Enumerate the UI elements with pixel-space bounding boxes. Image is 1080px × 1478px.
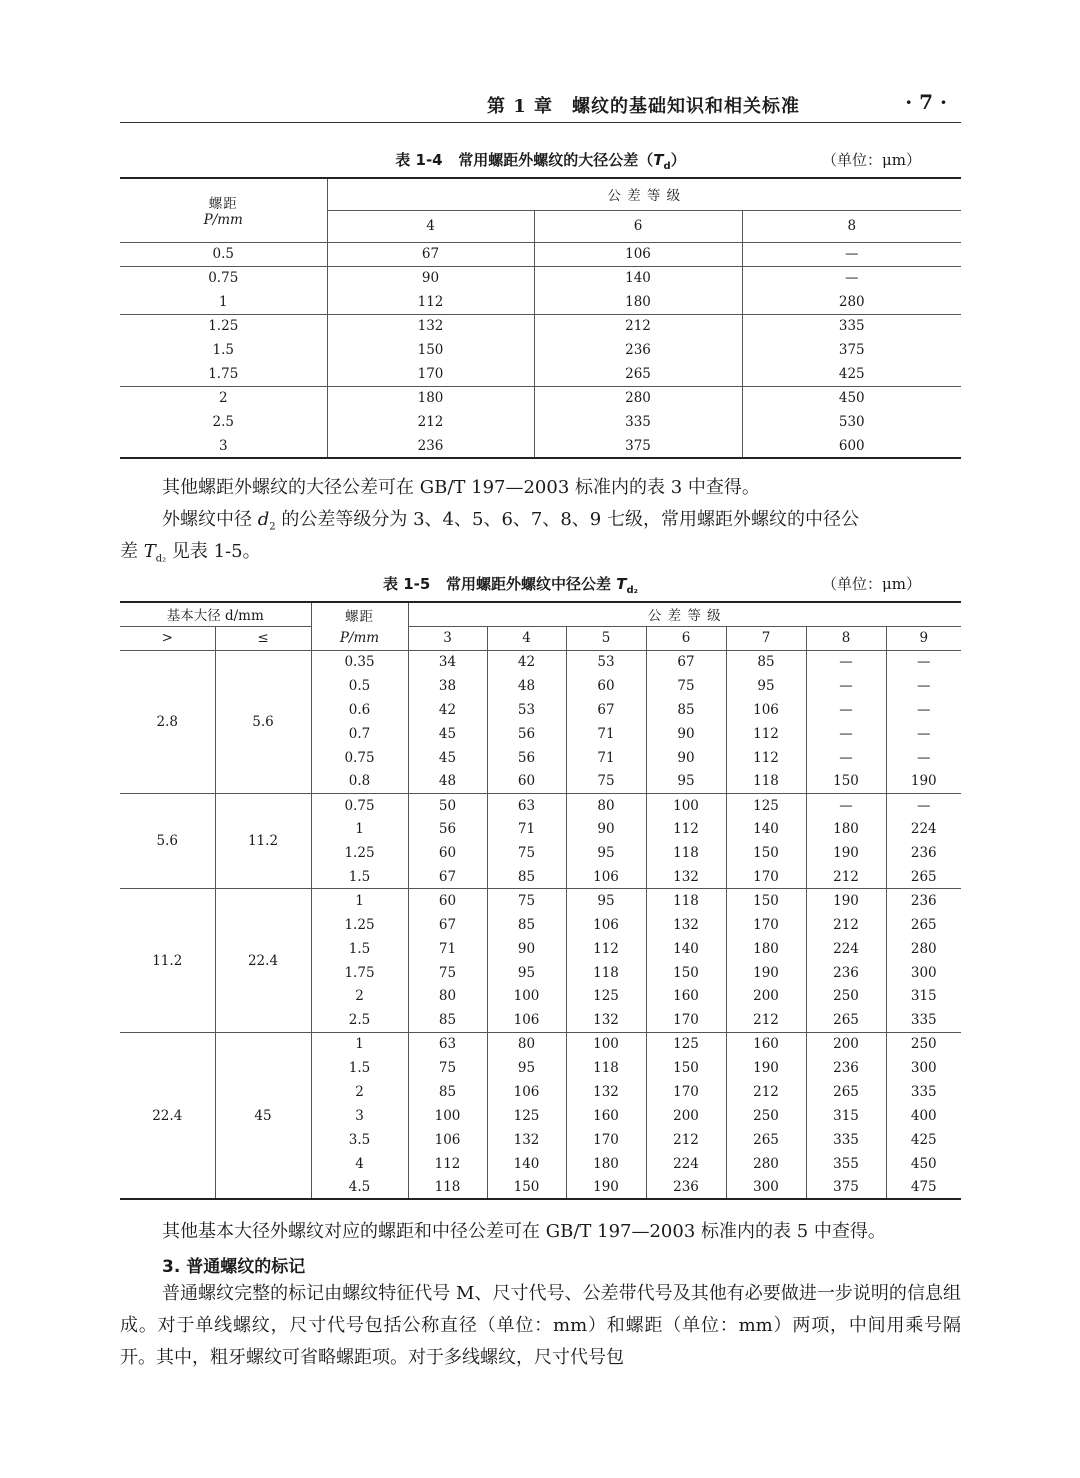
table-row	[120, 386, 961, 410]
table-cell: 265	[886, 913, 961, 937]
table-cell: 425	[886, 1128, 961, 1152]
table-cell: —	[806, 793, 886, 817]
table-cell: 212	[806, 913, 886, 937]
table-cell: 106	[487, 1080, 566, 1104]
table-cell: 42	[487, 650, 566, 674]
table-cell: 140	[646, 937, 726, 961]
table-cell: 315	[806, 1104, 886, 1128]
table-cell: —	[806, 674, 886, 698]
table-cell: 45	[408, 746, 487, 770]
table-cell: 236	[886, 841, 961, 865]
diameter-gt: 2.8	[120, 650, 215, 793]
table-cell: 160	[646, 984, 726, 1008]
table-cell: 60	[487, 769, 566, 793]
table-cell: 265	[806, 1080, 886, 1104]
table-cell: 3	[311, 1104, 408, 1128]
table-cell: 600	[742, 434, 961, 458]
table-cell: 335	[886, 1008, 961, 1032]
table-cell: 0.5	[311, 674, 408, 698]
table-cell: 355	[806, 1152, 886, 1176]
table-cell: 56	[487, 746, 566, 770]
table-cell: 90	[646, 722, 726, 746]
table-cell: 315	[886, 984, 961, 1008]
table-cell: 335	[806, 1128, 886, 1152]
page-number: · 7 ·	[905, 90, 947, 114]
t2-head-pitch-sym: P/mm	[311, 626, 408, 650]
table-cell: 85	[726, 650, 806, 674]
table-cell: 85	[408, 1080, 487, 1104]
table-cell: 56	[408, 817, 487, 841]
table-row	[120, 266, 961, 290]
table-cell: 0.8	[311, 769, 408, 793]
table-cell: 1.5	[311, 865, 408, 889]
table-cell: 48	[487, 674, 566, 698]
table-cell: 170	[646, 1008, 726, 1032]
table-cell: 236	[534, 338, 742, 362]
table-cell: 67	[566, 698, 646, 722]
table-cell: 112	[726, 746, 806, 770]
table-cell: 236	[806, 1056, 886, 1080]
table-cell: 0.75	[120, 266, 327, 290]
table-cell: —	[806, 650, 886, 674]
table-cell: 170	[726, 913, 806, 937]
table-cell: 95	[726, 674, 806, 698]
table-cell: 100	[408, 1104, 487, 1128]
table-cell: 132	[327, 314, 534, 338]
table-cell: 200	[726, 984, 806, 1008]
table-row	[120, 338, 961, 362]
table-cell: 265	[806, 1008, 886, 1032]
section-heading: 3. 普通螺纹的标记	[162, 1257, 306, 1277]
table-cell: 190	[886, 769, 961, 793]
t2-head-diameter: 基本大径 d/mm	[120, 602, 311, 626]
table-cell: 250	[806, 984, 886, 1008]
table-cell: 1.25	[311, 841, 408, 865]
table-cell: 95	[566, 889, 646, 913]
table-cell: 0.7	[311, 722, 408, 746]
table-cell: 170	[327, 362, 534, 386]
table-cell: 53	[487, 698, 566, 722]
table-cell: 0.75	[311, 793, 408, 817]
table-cell: 100	[646, 793, 726, 817]
table-cell: 63	[487, 793, 566, 817]
table-cell: 71	[487, 817, 566, 841]
table-cell: 45	[408, 722, 487, 746]
table-cell: 190	[806, 889, 886, 913]
table-cell: 200	[806, 1032, 886, 1056]
table1-caption-sub: d	[663, 161, 671, 172]
table-cell: 1	[311, 889, 408, 913]
t2-head-gt: >	[161, 630, 173, 646]
table-cell: 63	[408, 1032, 487, 1056]
table-cell: 118	[726, 769, 806, 793]
table-cell: 265	[726, 1128, 806, 1152]
table-cell: 38	[408, 674, 487, 698]
table-cell: 1	[311, 1032, 408, 1056]
table-row	[120, 410, 961, 434]
table-cell: 100	[487, 984, 566, 1008]
table-cell: 90	[327, 266, 534, 290]
table-cell: 375	[806, 1176, 886, 1200]
table-cell: 190	[806, 841, 886, 865]
table-cell: 60	[408, 889, 487, 913]
table-cell: 67	[408, 913, 487, 937]
table-cell: 50	[408, 793, 487, 817]
table-cell: 75	[646, 674, 726, 698]
table-cell: 112	[327, 290, 534, 314]
table1-caption-number: 表 1-4	[395, 151, 443, 169]
t1-head-pitch: 螺距 P/mm	[120, 178, 327, 242]
table1-caption-close: ）	[670, 151, 686, 169]
table-cell: 150	[327, 338, 534, 362]
diameter-le: 22.4	[215, 889, 311, 1032]
table2-unit: （单位：μm）	[822, 575, 921, 593]
table-cell: 95	[487, 1056, 566, 1080]
diameter-gt: 11.2	[120, 889, 215, 1032]
table-cell: 1.25	[311, 913, 408, 937]
table-cell: 400	[886, 1104, 961, 1128]
table-cell: 212	[327, 410, 534, 434]
table-cell: 90	[646, 746, 726, 770]
table-cell: 212	[726, 1008, 806, 1032]
table-cell: —	[886, 746, 961, 770]
table-cell: 212	[726, 1080, 806, 1104]
t2-head-pitch: 螺距	[311, 602, 408, 626]
table-cell: 236	[806, 961, 886, 985]
t2-head-le: ≤	[215, 626, 311, 650]
table-cell: 71	[408, 937, 487, 961]
paragraph-4: 普通螺纹完整的标记由螺纹特征代号 M、尺寸代号、公差带代号及其他有必要做进一步说明的信息组成。对于单线螺纹，尺寸代号包括公称直径（单位：mm）和螺距（单位：mm）两项，中间用乘号隔开。其中，粗牙螺纹可省略螺距项。对于多线螺纹，尺寸代号包	[120, 1283, 961, 1368]
table-cell: 212	[806, 865, 886, 889]
diameter-le: 5.6	[215, 650, 311, 793]
table-cell: 2.5	[212, 414, 234, 430]
table-cell: 280	[742, 290, 961, 314]
table-row	[120, 290, 961, 314]
table-row	[120, 889, 961, 913]
table-cell: 80	[566, 793, 646, 817]
t2-grade-5: 5	[566, 626, 646, 650]
table-cell: 280	[886, 937, 961, 961]
table-cell: 1.25	[120, 314, 327, 338]
table-cell: 150	[646, 961, 726, 985]
table-cell: 200	[646, 1104, 726, 1128]
table-cell: 67	[327, 242, 534, 266]
table-cell: 0.5	[120, 242, 327, 266]
table-cell: 1.5	[311, 937, 408, 961]
table-cell: 118	[408, 1176, 487, 1200]
table-cell: 236	[327, 434, 534, 458]
table-cell: —	[806, 698, 886, 722]
table-cell: 132	[566, 1008, 646, 1032]
table-cell: 106	[534, 242, 742, 266]
table-cell: 375	[534, 434, 742, 458]
table1-caption-symbol: T	[653, 151, 664, 169]
table-cell: 90	[487, 937, 566, 961]
table-cell: —	[742, 266, 961, 290]
table-cell: 42	[408, 698, 487, 722]
table-cell: 118	[646, 889, 726, 913]
table-cell: 450	[742, 386, 961, 410]
table-cell: 112	[726, 722, 806, 746]
table-cell: 140	[534, 266, 742, 290]
table-cell: 0.75	[311, 746, 408, 770]
table-cell: 100	[566, 1032, 646, 1056]
table-cell: 112	[646, 817, 726, 841]
table-cell: 300	[886, 1056, 961, 1080]
table-cell: 1.5	[212, 342, 234, 358]
table-cell: 224	[886, 817, 961, 841]
table-cell: 236	[646, 1176, 726, 1200]
table-cell: 180	[327, 386, 534, 410]
table-cell: 4.5	[311, 1176, 408, 1200]
table-cell: 106	[487, 1008, 566, 1032]
table-cell: —	[886, 722, 961, 746]
table-cell: 80	[487, 1032, 566, 1056]
table-cell: 0.6	[311, 698, 408, 722]
table-cell: 150	[806, 769, 886, 793]
table-row	[120, 362, 961, 386]
table-cell: 125	[646, 1032, 726, 1056]
table-cell: 335	[534, 410, 742, 434]
table-cell: 265	[534, 362, 742, 386]
table-cell: —	[742, 242, 961, 266]
table-cell: 1	[218, 293, 228, 310]
table-cell: 180	[566, 1152, 646, 1176]
table-cell: 150	[726, 841, 806, 865]
table-cell: 106	[566, 865, 646, 889]
table-row	[120, 793, 961, 817]
table-cell: 67	[408, 865, 487, 889]
table-cell: 95	[487, 961, 566, 985]
table-cell: 53	[566, 650, 646, 674]
table-cell: 212	[646, 1128, 726, 1152]
diameter-le: 45	[215, 1032, 311, 1199]
table-cell: 85	[487, 865, 566, 889]
table-cell: 125	[726, 793, 806, 817]
table-cell: 160	[726, 1032, 806, 1056]
table1-unit: （单位：μm）	[822, 151, 921, 169]
page-header	[120, 92, 961, 123]
table-cell: 170	[726, 865, 806, 889]
table-cell: 190	[726, 1056, 806, 1080]
table-cell: 125	[566, 984, 646, 1008]
t1-grade-4: 4	[327, 210, 534, 242]
table-cell: 224	[806, 937, 886, 961]
table-cell: —	[886, 698, 961, 722]
table-cell: 4	[311, 1152, 408, 1176]
table-cell: 180	[806, 817, 886, 841]
table-cell: 106	[408, 1128, 487, 1152]
table-cell: 280	[534, 386, 742, 410]
table-cell: 3.5	[311, 1128, 408, 1152]
table-cell: 85	[487, 913, 566, 937]
table-cell: 0.35	[311, 650, 408, 674]
table-cell: 265	[886, 865, 961, 889]
table-cell: 190	[726, 961, 806, 985]
table-cell: 2	[311, 1080, 408, 1104]
table-cell: 140	[726, 817, 806, 841]
table-cell: 118	[646, 841, 726, 865]
table-cell: 224	[646, 1152, 726, 1176]
table-cell: 132	[646, 913, 726, 937]
table-row	[120, 242, 961, 266]
table2-caption-text: 常用螺距外螺纹中径公差	[445, 575, 617, 593]
table-cell: 150	[487, 1176, 566, 1200]
table-cell: 132	[487, 1128, 566, 1152]
table-cell: 170	[566, 1128, 646, 1152]
table-cell: 1.5	[311, 1056, 408, 1080]
table-cell: 75	[566, 769, 646, 793]
table-cell: 118	[566, 1056, 646, 1080]
table-cell: —	[806, 746, 886, 770]
table-cell: 2.5	[311, 1008, 408, 1032]
table-cell: 140	[487, 1152, 566, 1176]
table-cell: 34	[408, 650, 487, 674]
table-cell: 90	[566, 817, 646, 841]
table-cell: 2	[311, 984, 408, 1008]
table-1-4	[120, 177, 961, 459]
diameter-gt: 5.6	[120, 793, 215, 889]
table-cell: 95	[566, 841, 646, 865]
table-cell: 150	[646, 1056, 726, 1080]
table-cell: 75	[408, 961, 487, 985]
chapter-title: 第 1 章 螺纹的基础知识和相关标准	[486, 96, 800, 117]
table-row	[120, 314, 961, 338]
t2-grade-4: 4	[487, 626, 566, 650]
table-cell: 300	[726, 1176, 806, 1200]
paragraph-3: 其他基本大径外螺纹对应的螺距和中径公差可在 GB/T 197—2003 标准内的表 5 中查得。	[162, 1221, 886, 1242]
paragraph-1: 其他螺距外螺纹的大径公差可在 GB/T 197—2003 标准内的表 3 中查得。	[162, 477, 760, 498]
table-cell: 125	[487, 1104, 566, 1128]
table-cell: 160	[566, 1104, 646, 1128]
table-cell: 375	[742, 338, 961, 362]
diameter-le: 11.2	[215, 793, 311, 889]
table-cell: 450	[886, 1152, 961, 1176]
table-cell: —	[806, 722, 886, 746]
table-cell: 85	[646, 698, 726, 722]
t2-grade-6: 6	[646, 626, 726, 650]
table-cell: 75	[408, 1056, 487, 1080]
t2-grade-8: 8	[806, 626, 886, 650]
table-cell: 56	[487, 722, 566, 746]
table-cell: 75	[487, 841, 566, 865]
table-cell: 95	[646, 769, 726, 793]
table-cell: 475	[886, 1176, 961, 1200]
table-cell: 335	[886, 1080, 961, 1104]
table-cell: 212	[534, 314, 742, 338]
table-cell: 48	[408, 769, 487, 793]
table2-caption-number: 表 1-5	[382, 575, 431, 593]
table-cell: 67	[646, 650, 726, 674]
table-cell: 2	[120, 386, 327, 410]
table-cell: 80	[408, 984, 487, 1008]
table-cell: 118	[566, 961, 646, 985]
table-cell: 132	[646, 865, 726, 889]
table-cell: 170	[646, 1080, 726, 1104]
table-cell: 150	[726, 889, 806, 913]
table-cell: 300	[886, 961, 961, 985]
table-cell: 425	[742, 362, 961, 386]
table-cell: 180	[534, 290, 742, 314]
t2-grade-7: 7	[726, 626, 806, 650]
t1-head-grade: 公 差 等 级	[327, 178, 961, 210]
table-cell: 60	[408, 841, 487, 865]
table-cell: 106	[726, 698, 806, 722]
table-cell: 132	[566, 1080, 646, 1104]
paragraph-2-cont: 差 $T_{d_2}$ 见表 1-5。	[120, 541, 261, 565]
table-cell: 75	[487, 889, 566, 913]
table-cell: 250	[726, 1104, 806, 1128]
t2-grade-3: 3	[408, 626, 487, 650]
table-cell: 60	[566, 674, 646, 698]
table-cell: 1	[311, 817, 408, 841]
table-1-5	[120, 601, 961, 1200]
table-cell: 106	[566, 913, 646, 937]
table-cell: 71	[566, 746, 646, 770]
table-cell: 71	[566, 722, 646, 746]
table-row	[120, 650, 961, 674]
t2-grade-9: 9	[886, 626, 961, 650]
table-cell: 335	[742, 314, 961, 338]
table-row	[120, 434, 961, 458]
table-cell: 180	[726, 937, 806, 961]
table-cell: —	[886, 793, 961, 817]
table-cell: 280	[726, 1152, 806, 1176]
table-cell: 190	[566, 1176, 646, 1200]
table-cell: 112	[566, 937, 646, 961]
table-cell: —	[886, 674, 961, 698]
diameter-gt: 22.4	[120, 1032, 215, 1199]
table-cell: 250	[886, 1032, 961, 1056]
paragraph-2: 外螺纹中径 $d_2$ 的公差等级分为 3、4、5、6、7、8、9 七级，常用螺距外螺纹的中径公	[162, 509, 859, 533]
table-cell: 1.75	[311, 961, 408, 985]
table-row	[120, 1032, 961, 1056]
t1-grade-8: 8	[742, 210, 961, 242]
t1-grade-6: 6	[534, 210, 742, 242]
t2-head-grade: 公 差 等 级	[408, 602, 961, 626]
table-cell: 3	[218, 437, 228, 454]
table-cell: 112	[408, 1152, 487, 1176]
table-cell: 1.75	[208, 365, 239, 382]
table-cell: —	[886, 650, 961, 674]
table1-caption-text: 常用螺距外螺纹的大径公差（	[458, 151, 654, 169]
table-cell: 85	[408, 1008, 487, 1032]
table-cell: 236	[886, 889, 961, 913]
table-cell: 530	[742, 410, 961, 434]
